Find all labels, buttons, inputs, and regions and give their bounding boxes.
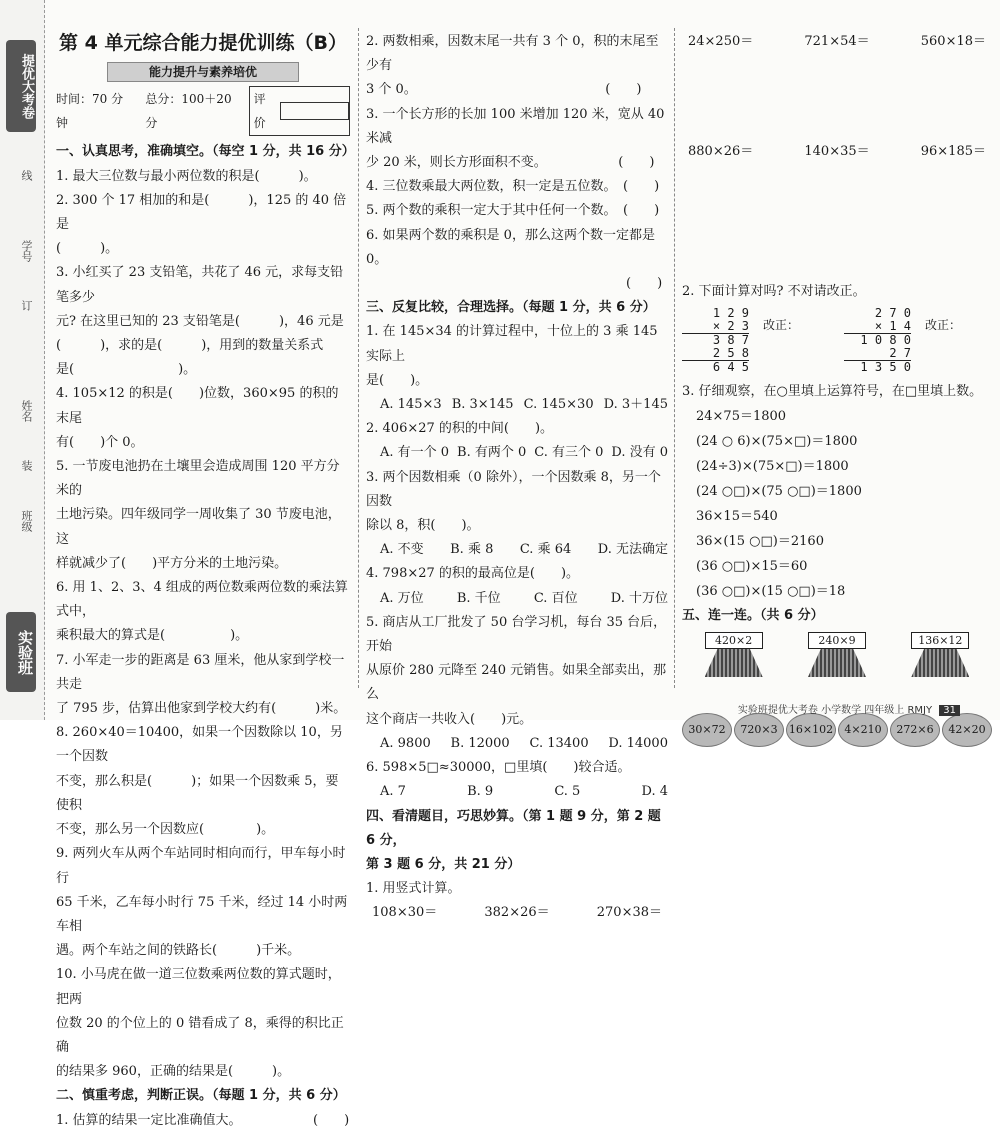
choice-option[interactable]: C. 145×30 [523, 397, 594, 413]
calc-line: 1 0 8 0 [844, 333, 911, 347]
fill-question-line: 7. 小军走一步的距离是 63 厘米，他从家到学校一共走 [56, 652, 345, 692]
calc-row [366, 901, 668, 925]
equation[interactable]: (24 ○ 6)×(75×□)＝1800 [696, 433, 858, 449]
match-tops [682, 632, 992, 677]
calc-line: 6 4 5 [682, 360, 749, 374]
correction-area [682, 307, 992, 374]
judge-question: 3. 一个长方形的长加 100 米增加 120 米，宽从 40 米减 [366, 106, 665, 146]
page-title: 第 4 单元综合能力提优训练（B） [59, 32, 347, 54]
stump-icon [705, 649, 763, 677]
section-4-heading: 四、看清题目，巧思妙算。（第 1 题 9 分，第 2 题 6 分， [366, 808, 661, 848]
calc-problem: 24×250＝ [688, 34, 754, 49]
binding-field: 班级 [20, 510, 33, 532]
choice-option[interactable]: B. 有两个 0 [457, 445, 527, 461]
choice-options [366, 587, 668, 611]
match-top-label: 240×9 [808, 632, 866, 649]
match-bottom-item[interactable]: 42×20 [942, 713, 992, 747]
column-right [682, 30, 992, 736]
fill-question-line: 元? 在这里已知的 23 支铅笔是( )，46 元是 [56, 313, 344, 329]
calc-line: 2 7 [889, 345, 911, 360]
fill-question-line: 是( )。 [56, 362, 197, 378]
fill-question-line: 65 千米，乙车每小时行 75 千米，经过 14 小时两车相 [56, 894, 348, 934]
fill-question-line: 不变，那么另一个因数应( )。 [56, 822, 275, 838]
judge-question: 3 个 0。 ( ) [366, 82, 642, 98]
choice-option[interactable]: B. 9 [467, 784, 494, 800]
choice-option[interactable]: B. 3×145 [451, 397, 514, 413]
column-divider [358, 28, 359, 688]
equation[interactable]: (36 ○□)×(15 ○□)＝18 [696, 583, 846, 599]
match-bottom-item[interactable]: 30×72 [682, 713, 732, 747]
section-1-questions [56, 165, 350, 1085]
binding-field: 学号 [20, 240, 33, 262]
fill-question-line: 9. 两列火车从两个车站同时相向而行，甲车每小时行 [56, 846, 346, 886]
equation[interactable]: (24 ○□)×(75 ○□)＝1800 [696, 483, 862, 499]
fill-question-line: 5. 一节废电池扔在土壤里会造成周围 120 平方分米的 [56, 459, 340, 499]
fill-question-line: 土地污染。四年级同学一周收集了 30 节废电池，这 [56, 507, 341, 547]
choice-option[interactable]: C. 有三个 0 [534, 445, 604, 461]
match-top-label: 420×2 [705, 632, 763, 649]
choice-option[interactable]: A. 9800 [380, 735, 431, 751]
vertical-calc-title: 1. 用竖式计算。 [366, 881, 461, 897]
fill-question-line: 4. 105×12 的积是( )位数，360×95 的积的末尾 [56, 386, 339, 426]
choice-question: 2. 406×27 的积的中间( )。 [366, 421, 554, 437]
binding-field: 装 [20, 460, 33, 471]
choice-options [366, 441, 668, 465]
fill-question-line: 样就减少了( )平方分米的土地污染。 [56, 555, 288, 571]
section-3-questions [366, 320, 668, 804]
section-2-heading: 二、慎重考虑，判断正误。（每题 1 分，共 6 分） [56, 1088, 346, 1104]
fix-label: 改正： [925, 317, 962, 332]
calc-line: 3 8 7 [682, 333, 749, 347]
choice-options [366, 538, 668, 562]
section-5-heading: 五、连一连。（共 6 分） [682, 607, 824, 623]
calc-problem: 96×185＝ [920, 144, 986, 160]
judge-question: 少 20 米，则长方形面积不变。 ( ) [366, 155, 655, 171]
page-number: 31 [939, 705, 960, 716]
fill-question-line: 3. 小红买了 23 支铅笔，共花了 46 元，求每支铅笔多少 [56, 265, 344, 305]
binding-field: 订 [20, 300, 33, 311]
choice-option[interactable]: C. 13400 [529, 735, 589, 751]
choice-option[interactable]: C. 5 [554, 784, 581, 800]
equation: 24×75＝1800 [696, 408, 787, 424]
fill-question-line: ( )，求的是( )，用到的数量关系式 [56, 338, 324, 354]
correction-title: 2. 下面计算对吗? 不对请改正。 [682, 284, 866, 300]
choice-question: 这个商店一共收入( )元。 [366, 711, 533, 727]
calc-row [682, 140, 992, 164]
stump-icon [808, 649, 866, 677]
section-2-questions [366, 30, 668, 296]
column-middle [366, 30, 668, 921]
choice-option[interactable]: D. 无法确定 [597, 542, 668, 558]
fill-question-line: 遇。两个车站之间的铁路长( )千米。 [56, 943, 301, 959]
choice-option[interactable]: B. 12000 [450, 735, 510, 751]
calc-problem: 140×35＝ [804, 144, 870, 160]
judge-question: 1. 估算的结果一定比准确值大。 ( ) [56, 1112, 350, 1128]
calc-line: 2 5 8 [712, 345, 749, 360]
judge-question: ( ) [366, 276, 663, 292]
choice-option[interactable]: D. 没有 0 [611, 445, 668, 461]
fill-question-line: ( )。 [56, 241, 119, 257]
choice-question: 3. 两个因数相乘（0 除外），一个因数乘 8，另一个因数 [366, 469, 661, 509]
calc-line: 2 7 0 [874, 305, 911, 320]
evaluation-input[interactable] [280, 102, 349, 120]
choice-question: 从原价 280 元降至 240 元销售。如果全部卖出，那么 [366, 663, 667, 703]
judge-question: 5. 两个数的乘积一定大于其中任何一个数。 ( ) [366, 203, 660, 219]
choice-option[interactable]: A. 7 [380, 784, 406, 800]
choice-option[interactable]: A. 不变 [380, 542, 424, 558]
top-badge: 提优大考卷 [6, 40, 36, 132]
fill-question-line: 2. 300 个 17 相加的和是( )，125 的 40 倍是 [56, 192, 347, 233]
match-top-label: 136×12 [911, 632, 969, 649]
choice-option[interactable]: B. 乘 8 [450, 542, 494, 558]
judge-question: 6. 如果两个数的乘积是 0，那么这两个数一定都是 0。 [366, 227, 655, 267]
choice-options [366, 393, 668, 417]
calc-row [682, 30, 992, 54]
choice-option[interactable]: A. 万位 [380, 590, 424, 606]
equation[interactable]: (36 ○□)×15＝60 [696, 558, 808, 574]
match-top-item[interactable] [911, 632, 969, 677]
fill-question-line: 有( )个 0。 [56, 434, 144, 450]
equation: 36×15＝540 [696, 508, 778, 524]
bottom-badge: 实验班 [6, 612, 36, 692]
choice-question: 6. 598×5□≈30000，□里填( )较合适。 [366, 760, 631, 776]
stump-icon [911, 649, 969, 677]
choice-option[interactable]: D. 4 [641, 784, 668, 800]
evaluation-box [249, 86, 350, 136]
binding-field: 线 [20, 170, 33, 181]
column-left [56, 0, 355, 1128]
calc-problem: 270×38＝ [596, 905, 662, 921]
footer-text: 实验班提优大考卷 小学数学 四年级上 RMJY [737, 705, 933, 716]
choice-option[interactable]: B. 千位 [456, 590, 501, 606]
calc-line: 1 3 5 0 [844, 360, 911, 374]
calc-problem: 382×26＝ [484, 905, 550, 921]
judge-question: 4. 三位数乘最大两位数，积一定是五位数。 ( ) [366, 179, 660, 195]
page-footer [738, 701, 960, 716]
choice-option[interactable]: C. 百位 [533, 590, 578, 606]
match-bottom-item[interactable]: 16×102 [786, 713, 836, 747]
choice-question: 5. 商店从工厂批发了 50 台学习机，每台 35 台后，开始 [366, 614, 667, 655]
column-divider [674, 28, 675, 688]
choice-options [366, 732, 668, 756]
section-1-heading: 一、认真思考，准确填空。（每空 1 分，共 16 分） [56, 144, 355, 160]
fill-question-line: 6. 用 1、2、3、4 组成的两位数乘两位数的乘法算式中， [56, 580, 348, 620]
page-subtitle: 能力提升与素养培优 [107, 62, 299, 82]
fill-question-line: 位数 20 的个位上的 0 错看成了 8，乘得的积比正确 [56, 1015, 344, 1055]
binding-field: 姓名 [20, 400, 33, 422]
match-top-item[interactable] [705, 632, 763, 677]
choice-option[interactable]: D. 十万位 [610, 590, 668, 606]
calc-problem: 721×54＝ [804, 34, 870, 49]
equation[interactable]: (24÷3)×(75×□)＝1800 [696, 458, 849, 474]
fill-question-line: 乘积最大的算式是( )。 [56, 628, 249, 644]
fill-question-line: 1. 最大三位数与最小两位数的积是( )。 [56, 168, 317, 184]
choice-option[interactable]: D. 14000 [608, 735, 668, 751]
equation[interactable]: 36×(15 ○□)＝2160 [696, 533, 824, 549]
fill-question-line: 8. 260×40＝10400，如果一个因数除以 10，另一个因数 [56, 725, 343, 765]
total-score: 总分：100＋20 分 [145, 92, 232, 131]
match-bottom-item[interactable]: 720×3 [734, 713, 784, 747]
choice-question: 4. 798×27 的积的最高位是( )。 [366, 566, 580, 582]
section-3-heading: 三、反复比较，合理选择。（每题 1 分，共 6 分） [366, 300, 656, 316]
choice-options [366, 780, 668, 804]
choice-option[interactable]: C. 乘 64 [519, 542, 572, 558]
choice-question: 是( )。 [366, 372, 429, 388]
calc-problem: 560×18＝ [920, 34, 986, 49]
fill-question-line: 了 795 步，估算出他家到学校大约有( )米。 [56, 701, 347, 717]
vertical-calc-b [844, 307, 911, 374]
section-4-heading-cont: 第 3 题 6 分，共 21 分） [366, 856, 521, 872]
judge-question: 2. 两数相乘，因数末尾一共有 3 个 0，积的末尾至少有 [366, 34, 659, 74]
fill-question-line: 不变，那么积是( )；如果一个因数乘 5，要使积 [56, 773, 339, 813]
fill-title: 3. 仔细观察，在○里填上运算符号，在□里填上数。 [682, 383, 983, 399]
fix-label: 改正： [763, 317, 800, 332]
calc-line: 1 2 9 [712, 305, 749, 320]
choice-question: 除以 8，积( )。 [366, 518, 480, 534]
evaluation-label: 评价 [253, 92, 266, 131]
vertical-calc-a [682, 307, 749, 374]
fill-question-line: 10. 小马虎在做一道三位数乘两位数的算式题时，把两 [56, 967, 341, 1007]
calc-problem: 108×30＝ [372, 905, 438, 921]
match-bottom-item[interactable]: 4×210 [838, 713, 888, 747]
calc-line: × 1 4 [874, 318, 911, 333]
calc-line: × 2 3 [712, 318, 749, 333]
match-top-item[interactable] [808, 632, 866, 677]
choice-option[interactable]: D. 3＋145 [603, 397, 668, 413]
match-bottom-item[interactable]: 272×6 [890, 713, 940, 747]
choice-option[interactable]: A. 有一个 0 [380, 445, 450, 461]
choice-option[interactable]: A. 145×3 [380, 397, 442, 413]
time-limit: 时间：70 分钟 [56, 92, 124, 131]
choice-question: 1. 在 145×34 的计算过程中，十位上的 3 乘 145 实际上 [366, 324, 658, 364]
binding-strip [0, 0, 45, 720]
calc-problem: 880×26＝ [688, 144, 754, 160]
match-bottoms [682, 713, 992, 747]
fill-question-line: 的结果多 960，正确的结果是( )。 [56, 1064, 291, 1080]
exam-meta [56, 86, 350, 136]
